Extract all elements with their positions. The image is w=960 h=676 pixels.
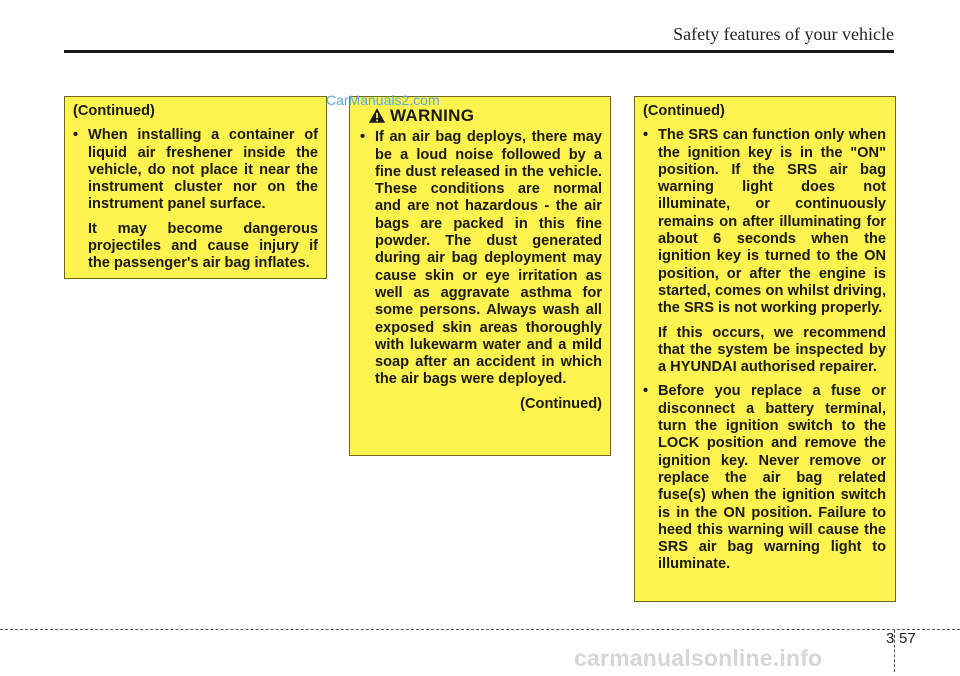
- bullet-text: When installing a container of liquid air freshener inside the vehicle, do not place it near the instrument cluster nor on the instrument panel surface.: [88, 127, 318, 213]
- info-box-right: [634, 96, 896, 602]
- warning-header: [368, 107, 602, 124]
- continued-label: (Continued): [73, 103, 155, 119]
- continued-label: (Continued): [643, 103, 725, 119]
- paragraph: It may become dangerous projectiles and cause injury if the passenger's air bag inflates.: [88, 220, 318, 272]
- bullet-dot: •: [73, 127, 79, 144]
- bullet-dot: •: [360, 129, 366, 146]
- info-box-left: [64, 96, 327, 279]
- warning-title: WARNING: [390, 106, 475, 125]
- warning-triangle-icon: [368, 107, 386, 124]
- paragraph: If this occurs, we recommend that the system be inspected by a HYUNDAI authorised repairer.: [658, 324, 886, 376]
- bullet-item: [360, 129, 602, 388]
- warning-box: [349, 96, 611, 456]
- continued-label: (Continued): [520, 395, 602, 412]
- bullet-text: If an air bag deploys, there may be a loud noise followed by a fine dust released in the vehicle. These conditions are normal and are not hazardous - the air bags are packed in this fine powder. The dust generated during air bag deployment may cause skin or eye irritation as well as aggravate asthma for some persons. Always wash all exposed skin areas thoroughly with lukewarm water and a mild soap after an accident in which the air bags were deployed.: [375, 129, 602, 388]
- page-number: 57: [899, 630, 916, 647]
- bullet-text: Before you replace a fuse or disconnect a battery terminal, turn the ignition switch to the LOCK position and remove the ignition key. Never remove or replace the air bag related fuse(s) when the ignition switch is in the ON position. Failure to heed this warning will cause the SRS air bag warning light to illuminate.: [658, 383, 886, 573]
- page-header-title: Safety features of your vehicle: [673, 24, 894, 44]
- bullet-item: [643, 383, 886, 573]
- bullet-item: [643, 127, 886, 317]
- bullet-item: [73, 127, 318, 213]
- watermark-bottom: carmanualsonline.info: [574, 645, 823, 671]
- section-number: 3: [886, 630, 895, 647]
- bullet-dot: •: [643, 383, 649, 400]
- bullet-text: The SRS can function only when the ignition key is in the "ON" position. If the SRS air bag warning light does not illuminate, or continuously remains on after illuminating for about 6 seconds when the ignition key is turned to the ON position, or after the engine is started, comes on whilst driving, the SRS is not working properly.: [658, 127, 886, 317]
- bullet-dot: •: [643, 127, 649, 144]
- watermark-top: CarManuals2.com: [326, 92, 440, 108]
- header-rule: [64, 50, 894, 53]
- page-number-separator: [894, 630, 895, 672]
- footer-rule: [0, 629, 960, 630]
